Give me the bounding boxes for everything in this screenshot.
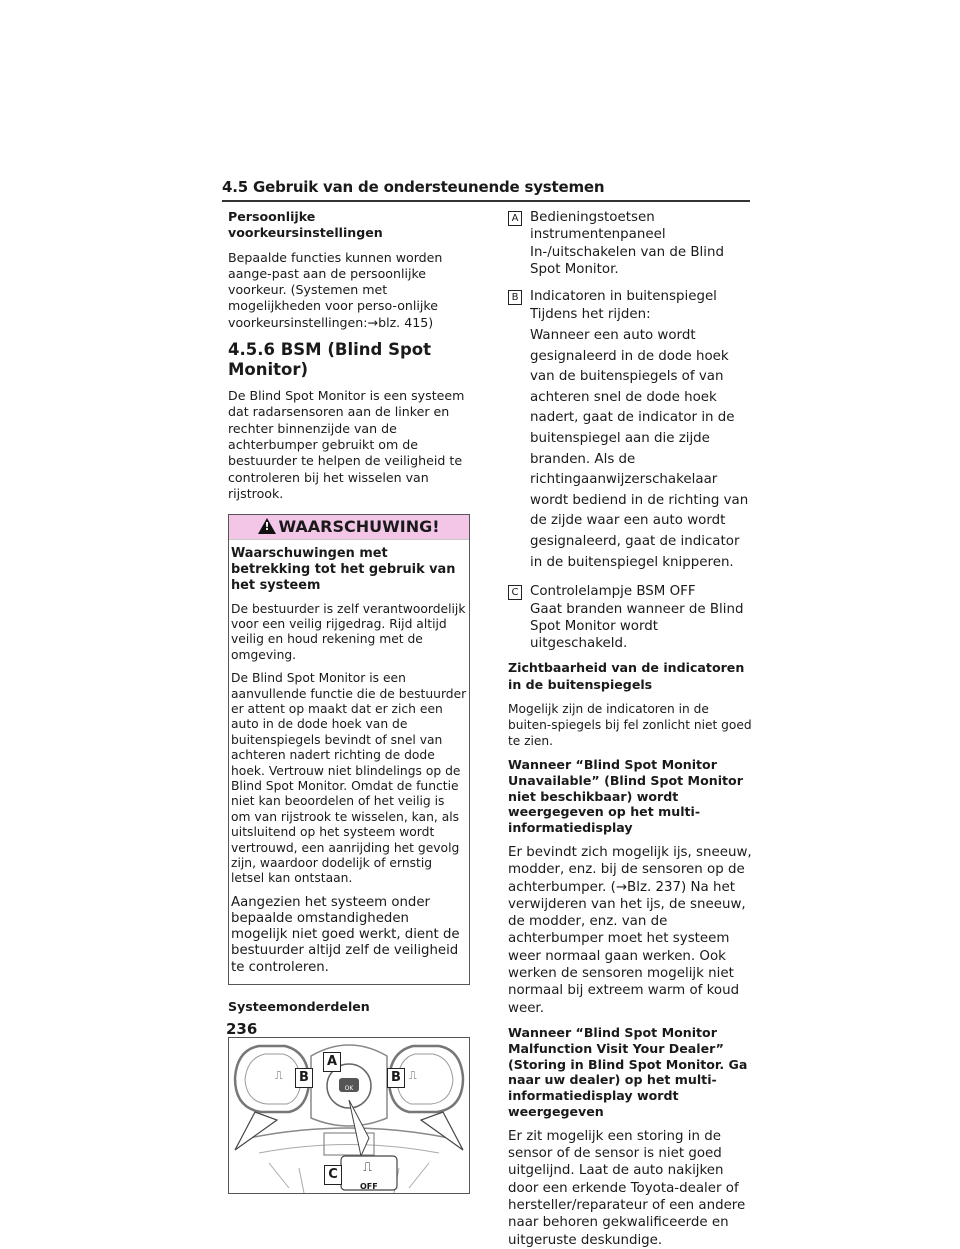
malfunction-heading: Wanneer “Blind Spot Monitor Malfunction Visit Your Dealer” (Storing in Blind Spot Monitor. Ga naar uw dealer) op het multi-informatiedisplay wordt weergegeven [508, 1024, 748, 1119]
bsm-mirror-icon: ⎍ [275, 1069, 283, 1083]
label-b-left: B [295, 1068, 313, 1088]
warning-paragraph: De Blind Spot Monitor is een aanvullende functie die de bestuurder er attent op maakt dat er zich een auto in de dode hoek van de buitenspiegels bevindt of snel van achteren nadert richting de dode hoek. Vertrouw niet blindelings op de Blind Spot Monitor. Omdat de functie niet kan beoordelen of het veilig is om van rijstrook te wisselen, kan, als uitsluitend op het systeem wordt vertrouwd, een aanrijding het gevolg zijn, waardoor dodelijk of ernstig letsel kan ontstaan. [231, 671, 467, 886]
component-tag: C [508, 585, 522, 600]
bsm-illustration [228, 1037, 470, 1194]
component-desc: In-/uitschakelen van de Blind Spot Monitor. [530, 244, 724, 277]
label-a: A [323, 1052, 341, 1072]
header-title: 4.5 Gebruik van de ondersteunende systemen [222, 178, 605, 196]
warning-paragraph: De bestuurder is zelf verantwoordelijk voor een veilig rijgedrag. Rijd altijd veilig en houd rekening met de omgeving. [231, 601, 466, 662]
unavailable-heading: Wanneer “Blind Spot Monitor Unavailable” (Blind Spot Monitor niet beschikbaar) wordt weergegeven op het multi-informatiedisplay [508, 756, 743, 836]
warning-subheading: Waarschuwingen met betrekking tot het gebruik van het systeem [231, 546, 456, 593]
component-tag: B [508, 290, 522, 305]
component-title: Controlelampje BSM OFF [530, 584, 696, 600]
warning-icon [258, 518, 276, 534]
bsm-off-icon: ⎍ [363, 1160, 373, 1176]
component-desc: Gaat branden wanneer de Blind Spot Monitor wordt uitgeschakeld. [530, 601, 744, 652]
page-number: 236 [226, 1020, 258, 1038]
pref-heading: Persoonlijke voorkeursinstellingen [228, 209, 383, 241]
component-desc: Tijdens het rijden: Wanneer een auto wordt gesignaleerd in de dode hoek van de buitenspiegels of van achteren snel de dode hoek nadert, gaat de indicator in de buitenspiegel aan die zijde branden. Als de richtingaanwijzerschakelaar wordt bediend in de richting van de zijde waar een auto wordt gesignaleerd, gaat de indicator in de buitenspiegel knipperen. [530, 307, 749, 570]
section-text: De Blind Spot Monitor is een systeem dat radarsensoren aan de linker en rechter binnenzijde van de achterbumper gebruikt om de bestuurder te helpen de veiligheid te controleren bij het wisselen van rijstrook. [228, 388, 465, 501]
pref-text: Bepaalde functies kunnen worden aange-past aan de persoonlijke voorkeur. (Systemen met mogelijkheden voor perso-onlijke voorkeursinstellingen:→blz. 415) [228, 249, 443, 330]
component-item-b [508, 288, 752, 305]
warning-paragraph: Aangezien het systeem onder bepaalde omstandigheden mogelijk niet goed werkt, dient de bestuurder altijd zelf de veiligheid te controleren. [231, 894, 460, 975]
component-title: Bedieningstoetsen instrumentenpaneel [530, 210, 666, 243]
visibility-heading: Zichtbaarheid van de indicatoren in de buitenspiegels [508, 660, 745, 692]
page-header [222, 178, 750, 202]
label-b-right: B [387, 1068, 405, 1088]
unavailable-text: Er bevindt zich mogelijk ijs, sneeuw, modder, enz. bij de sensoren op de achterbumper. (→Blz. 237) Na het verwijderen van het ijs, de sneeuw, de modder, enz. van de achterbumper moet het systeem weer normaal gaan werken. Ook werken de sensoren mogelijk niet normaal bij extreem warm of koud weer. [508, 844, 752, 1016]
header-rule [222, 200, 750, 202]
warning-title: WAARSCHUWING! [278, 517, 440, 537]
off-label: OFF [360, 1182, 378, 1192]
malfunction-text: Er zit mogelijk een storing in de sensor of de sensor is niet goed uitgelijnd. Laat de auto nakijken door een erkende Toyota-dealer of hersteller/reparateur of een andere naar behoren gekwalificeerde en uitgeruste deskundige. [508, 1128, 746, 1248]
warning-box [228, 514, 470, 985]
bsm-mirror-icon: ⎍ [409, 1069, 417, 1083]
visibility-text: Mogelijk zijn de indicatoren in de buiten-spiegels bij fel zonlicht niet goed te zien. [508, 701, 752, 748]
component-item-a [508, 209, 752, 244]
component-tag: A [508, 211, 522, 226]
label-c: C [324, 1165, 342, 1185]
warning-header [229, 515, 469, 540]
warning-body [229, 540, 469, 984]
dashboard-drawing [229, 1038, 469, 1193]
right-column [508, 209, 752, 1249]
components-heading: Systeemonderdelen [228, 998, 370, 1014]
component-item-c [508, 583, 752, 600]
left-column [228, 209, 470, 1194]
section-title: 4.5.6 BSM (Blind Spot Monitor) [228, 340, 431, 380]
component-title: Indicatoren in buitenspiegel [530, 289, 717, 305]
ok-button-label: OK [344, 1085, 354, 1093]
